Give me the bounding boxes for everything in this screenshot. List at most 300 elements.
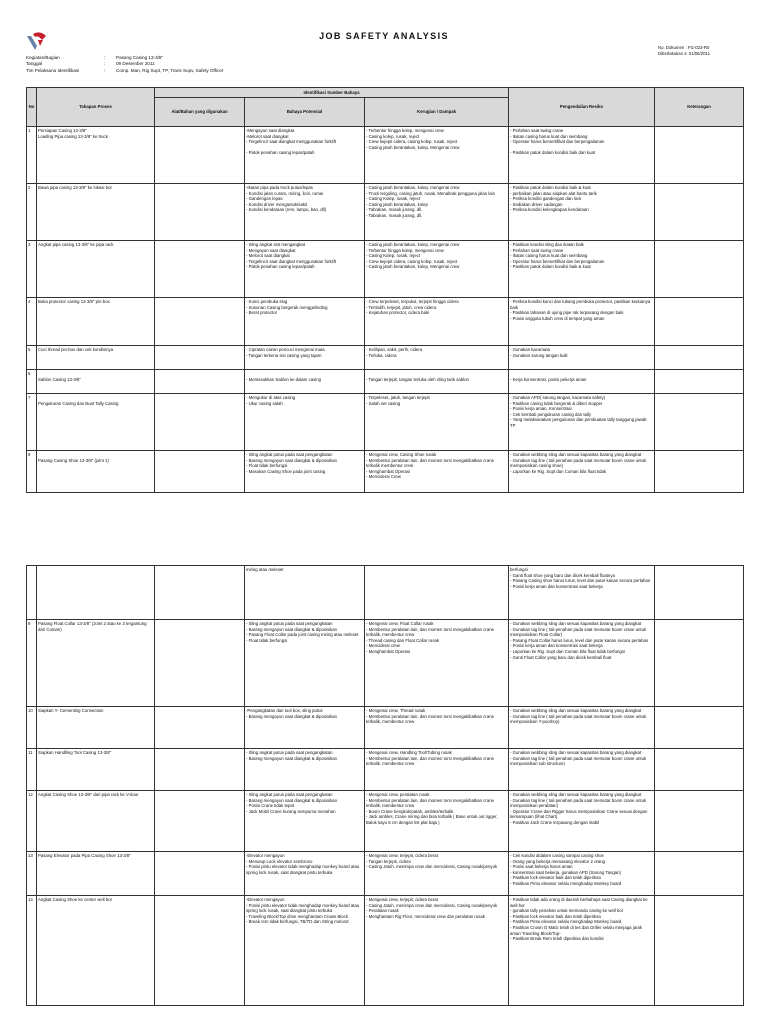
cell-text: - Gunakan APD( sarung tangan, kacamata safety) xyxy=(510,395,606,400)
cell-text: - Posisi kerja aman dan konsentrasi saat bekerja xyxy=(510,583,603,589)
cell-text: Angkat pipa casing 13-3/8" ke pipa rack xyxy=(38,242,114,247)
cell-text: 7 xyxy=(28,395,31,400)
cell-text: - konsentrasi saat bekerja, gunakan APD (Sarung Tangan) xyxy=(510,869,621,875)
cell-text: -Elevator mengayun xyxy=(246,897,285,902)
pengendalian-cell xyxy=(509,620,655,707)
table-row xyxy=(27,896,744,1006)
cell-text: - Jack ambles, Crane miring dan bisa terbalik ( Base untuk out rigger, Balok kayu 5 cm dengan list plat baja ) xyxy=(366,814,498,825)
effective-date: Diberlakukan s: 01/06/2011 xyxy=(658,51,710,57)
cell-text: - Yang melaksanakan pengukuran dan pembuatan tally tanggung jawab TP xyxy=(510,417,647,428)
cell-text: - Menciderai crew xyxy=(366,643,400,649)
bahaya-cell xyxy=(245,346,365,370)
cell-text: - Membentur peralatan lain, dan momen torsi mengakibatkan crane terbalik, membentur crew xyxy=(366,797,495,809)
row-number xyxy=(27,620,37,707)
pengendalian-cell xyxy=(509,184,655,241)
cell-text: - Mengenai crew, peralatan rusak xyxy=(366,792,430,797)
cell-text: - Perlahan saat swing crane xyxy=(510,128,564,133)
tahapan-cell xyxy=(37,791,155,852)
keterangan-cell xyxy=(655,620,744,707)
cell-text xyxy=(28,567,35,573)
pengendalian-cell xyxy=(509,852,655,896)
cell-text: 10 xyxy=(28,708,33,713)
bahaya-cell xyxy=(245,896,365,1006)
meta-label: Tim Pelaksana Identifikasi xyxy=(26,67,80,73)
row-number xyxy=(27,184,37,241)
cell-text: - Tergelincir saat diangkat menggunakan forklift xyxy=(246,258,336,264)
cell-text: Loading Pipa casing 13-3/8" ke truck xyxy=(38,133,108,139)
table-row xyxy=(27,346,744,370)
jsa-table xyxy=(26,87,744,493)
cell-text: - Pasang Float Collar pada joint casing miring atau meleset xyxy=(246,632,359,638)
kerugian-cell xyxy=(365,346,509,370)
keterangan-cell xyxy=(655,184,744,241)
cell-text: - Ganti Float Collar yang baru dan dicek kembali float xyxy=(510,654,612,660)
cell-text: - Posisi pintu elevator tidak menghadap monkey board atau spring lock rusak, saat diangkat pintu terbuka xyxy=(246,864,360,875)
cell-text: Angkat Casing Shoe 13-3/8" dari pipa rack ke V-door xyxy=(38,792,139,797)
tahapan-cell xyxy=(37,370,155,394)
kerugian-cell xyxy=(365,127,509,184)
bahaya-cell xyxy=(245,620,365,707)
row-number xyxy=(27,370,37,394)
cell-text: - Pastikan patok dalam kondisi baik dan kuat xyxy=(510,150,596,156)
table-row xyxy=(27,707,744,749)
cell-text: Pasang Elevator pada Pipa Casing Shoe 13-3/8" xyxy=(38,853,131,858)
kerugian-cell xyxy=(365,184,509,241)
cell-text: Bawa pipa casing 13-3/8" ke lokasi bor xyxy=(38,185,112,190)
keterangan-cell xyxy=(655,791,744,852)
cell-text: - Pastikan tidak ada orang di daerah berbahaya saat Casing diangkat ke well bor xyxy=(510,897,648,908)
cell-text: - Casing Kolep, rusak, reject xyxy=(366,196,420,202)
kerugian-cell xyxy=(365,896,509,1006)
keterangan-cell xyxy=(655,749,744,791)
kerugian-cell xyxy=(365,749,509,791)
table-row xyxy=(27,451,744,493)
cell-text: - Memasukkan Sablon ke dalam casing xyxy=(246,376,321,382)
table-row xyxy=(27,370,744,394)
cell-text: - Operator Crane dan Rigger harus memposisikan Crane sesuai dengan kemampuan (lihat Chart) xyxy=(510,808,648,820)
header-kerugian: Kerugian / Dampak xyxy=(365,98,509,127)
cell-text: - Kejatuhan protector, cidera baki xyxy=(366,310,430,316)
pengendalian-cell xyxy=(509,791,655,852)
cell-text: - Sling angkat putus pada saat pengangkatan xyxy=(246,452,333,457)
cell-text: - Terluka, cidera xyxy=(366,352,397,358)
tahapan-cell xyxy=(37,127,155,184)
row-number xyxy=(27,346,37,370)
cell-text: - Periksa kondisi kunci dan lubang pembuka protector, pastikan keduanya baik xyxy=(510,299,651,310)
bahaya-cell xyxy=(245,370,365,394)
cell-text: - Tergelincir saat diangkat menggunakan forklift xyxy=(246,139,336,145)
cell-text: 3 xyxy=(28,242,31,247)
alat-cell xyxy=(155,896,245,1006)
cell-text: Cuci thread pin-box dan cek kondisinya xyxy=(38,347,114,352)
table-body xyxy=(27,127,744,493)
bahaya-cell xyxy=(245,184,365,241)
bahaya-cell xyxy=(245,852,365,896)
cell-text: - Menghambat Operasi xyxy=(366,648,410,654)
cell-text: - perbaikan jalan atau siapkan alat bantu tarik xyxy=(510,190,597,196)
pengendalian-cell xyxy=(509,370,655,394)
cell-text: - Gunakan webbing sling dan sesuai kapasitas barang yang diangkat xyxy=(510,792,642,797)
cell-text: - Mengenai crew, terjepit, cidera berat xyxy=(366,897,438,902)
cell-text: - Kunci pembuka slog xyxy=(246,299,288,304)
cell-text: -Pengangkatan dari tool box, sling putus xyxy=(246,708,323,713)
cell-text: - Berat protector xyxy=(246,310,278,316)
cell-text: - Casing Jatuh, menimpa crew dan menciderai, Casing rusak/penyok xyxy=(366,902,498,908)
cell-text: -Elevator mengayun xyxy=(246,853,285,858)
alat-cell xyxy=(155,370,245,394)
row-number xyxy=(27,241,37,298)
cell-text: - Gunakan tag line ( tali penahan pada saat memutar boom crane untuk memposisikan casing shoe) xyxy=(510,457,647,469)
cell-text: - Ganti float shoe yang baru dan dicek kembali floatnya xyxy=(510,572,615,578)
cell-text: - Posisi pintu elevator tidak menghadap monkey board atau spring lock rusak, saat diangkat pintu terbuka xyxy=(246,902,360,914)
cell-text: - Pastikan Crown O Matic telah di tes dan Driller selalu menjaga jarak aman Traveling Block/Top- xyxy=(510,924,643,936)
cell-text: 1 xyxy=(28,128,31,133)
cell-text: - Mengenai crew, Handling Tool/Tubing rusak xyxy=(366,750,452,755)
kerugian-cell xyxy=(365,241,509,298)
cell-text: - Operator harus bersertifikat dan berpengalaman xyxy=(510,139,605,145)
keterangan-cell xyxy=(655,127,744,184)
keterangan-cell xyxy=(655,852,744,896)
cell-text: - Traveling Block/Top drive menghantam Crown Block xyxy=(246,913,348,919)
cell-text: Siapkan Y- Cementing Connection xyxy=(38,708,104,713)
cell-text: - Pasang Float Collar harus lurus, level dan putar kanan secara perlahan xyxy=(510,637,649,643)
cell-text: - Melorot saat diangkat xyxy=(246,253,290,259)
cell-text: - Perlahan saat swing crane xyxy=(510,247,564,253)
cell-text: - Gunakan webbing sling dan sesuai kapasitas barang yang diangkat xyxy=(510,708,642,713)
cell-text: - Menghambat Operasi xyxy=(366,468,410,474)
document-title: JOB SAFETY ANALYSIS xyxy=(319,31,449,41)
cell-text: - Cek kembali pengukuran casing dan tally xyxy=(510,411,591,417)
cell-text: - Operator harus bersertifikat dan berpengalaman xyxy=(510,258,605,264)
cell-text: - Break rem tidak berfungsi, TB/TD dan String melorot xyxy=(246,919,349,925)
tahapan-cell xyxy=(37,394,155,451)
table-row xyxy=(27,749,744,791)
kerugian-cell xyxy=(365,298,509,346)
cell-text: - Sling angkat putus pada saat pengangkatan xyxy=(246,750,333,755)
keterangan-cell xyxy=(655,451,744,493)
cell-text: - Gunakan webbing sling dan sesuai kapasitas barang yang diangkat xyxy=(510,452,642,457)
row-number xyxy=(27,852,37,896)
tahapan-cell xyxy=(37,184,155,241)
cell-text: -Ikatan pipa pada truck putus/lepas xyxy=(246,185,313,190)
tahapan-cell xyxy=(37,451,155,493)
cell-text: - Mengenai crew, Casing Shoe rusak xyxy=(366,452,437,457)
cell-text: - Casing jatuh berantakan, kolep xyxy=(366,201,428,207)
cell-text: - Tabrakan, masuk jurang, dll. xyxy=(366,207,423,213)
pengendalian-cell xyxy=(509,127,655,184)
alat-cell xyxy=(155,241,245,298)
cell-text: - Menghantam Rig Floor, menciderai crew dan peralatan rusak xyxy=(366,913,485,919)
meta-value: 09 Desember 2011 xyxy=(116,61,155,67)
cell-text: - Posisi anggota tubuh crew di tempat yang aman xyxy=(510,315,605,321)
cell-text: - Casing jatuh berantakan, kolep, Mengenai crew xyxy=(366,144,460,150)
row-number xyxy=(27,707,37,749)
cell-text: - Kondisi kendaraan (rem, lampu, ban, dll) xyxy=(246,207,327,213)
tahapan-cell xyxy=(37,896,155,1006)
row-number xyxy=(27,749,37,791)
cell-text: - Gunakan tag line ( tali penahan pada saat memutar boom crane untuk memposisikan Y-poorboy) xyxy=(510,713,647,725)
cell-text: - Posisi kerja aman dan konsentrasi saat bekerja xyxy=(510,643,603,649)
row-number xyxy=(27,791,37,852)
jsa-table-continued xyxy=(26,565,744,1006)
bahaya-cell xyxy=(245,749,365,791)
cell-text: - Ukur casing salah xyxy=(246,400,283,406)
bahaya-cell xyxy=(245,707,365,749)
kerugian-cell xyxy=(365,791,509,852)
cell-text: - Thread casing dan Float Collar rusak xyxy=(366,637,440,643)
kerugian-cell xyxy=(365,394,509,451)
kerugian-cell xyxy=(365,707,509,749)
cell-text: - Casing jatuh berantakan, kolep, Mengenai crew xyxy=(366,264,460,270)
header-identifikasi: Identifikasi Sumber Bahaya xyxy=(155,88,509,98)
cell-text: miring atau meleset xyxy=(246,567,284,572)
cell-text: Pasang Float Collar 13-3/8" (Joint 2 atau ke 3 tergantung dari Coman) xyxy=(38,621,147,632)
cell-text: - Pastikan Break Rem telah diperiksa dan kondisi xyxy=(510,936,604,942)
cell-text: - Masukan Casing Shoe pada joint casing xyxy=(246,468,326,474)
cell-text: 11 xyxy=(28,750,33,755)
cell-text: - Gunakan tag line ( tali penahan pada saat memutar boom crane untuk memposisikan Float Collar) xyxy=(510,626,647,638)
cell-text: - Kelilipan, sakit, perih, cidera xyxy=(366,347,423,352)
pengendalian-cell xyxy=(509,749,655,791)
cell-text: - Barang mengayun saat diangkat & diposisikan xyxy=(246,755,338,761)
cell-text: - Kerja konsentrasi, posisi pekerja aman xyxy=(510,376,587,382)
cell-text: 5 xyxy=(28,347,31,352)
table-row xyxy=(27,298,744,346)
kerugian-cell xyxy=(365,370,509,394)
cell-text: 9 xyxy=(28,621,31,626)
cell-text: berfungsi xyxy=(510,567,528,572)
bahaya-cell xyxy=(245,451,365,493)
tahapan-cell xyxy=(37,298,155,346)
cell-text: - Pastikan patok dalam kondisi baik & kuat xyxy=(510,264,591,270)
cell-text: - Casing kolep, rusak, reject xyxy=(366,133,420,139)
cell-text: - Crew kejepit cidera, casing kolep, rusak, reject xyxy=(366,139,458,145)
table-row xyxy=(27,394,744,451)
cell-text: - Posisi saat bekerja harus aman xyxy=(510,864,573,870)
cell-text: - Casing jatuh berantakan, kolep, mengenai crew xyxy=(366,185,460,190)
cell-text: Buka protector casing 13-3/8" pin-box xyxy=(38,299,110,304)
alat-cell xyxy=(155,298,245,346)
cell-text: - Barang mengayun saat diangkat & diposisikan xyxy=(246,626,338,632)
document-number-block xyxy=(658,45,710,57)
cell-text: - Pastikan patok dalam kondisi baik & kuat xyxy=(510,185,591,190)
cell-text: 4 xyxy=(28,299,31,304)
cell-text: - Truck terguling, casing jatuh, rusak, Menabrak pengguna jalan lain xyxy=(366,190,495,196)
cell-text: Pengukuran Casing dan Buat Tally Casing xyxy=(38,400,119,406)
page-2 xyxy=(0,565,768,1024)
keterangan-cell xyxy=(655,896,744,1006)
cell-text: - Kondisi jalan curam, miring, licin, rumai xyxy=(246,190,324,196)
cell-text: - Mengenai crew, Float Collar rusak xyxy=(366,621,434,626)
cell-text: - Peralatan rusak xyxy=(366,908,399,914)
keterangan-cell xyxy=(655,346,744,370)
tahapan-cell xyxy=(37,749,155,791)
pengendalian-cell xyxy=(509,394,655,451)
cell-text: - Periksa kondisi gandengan dan lock xyxy=(510,196,582,202)
row-number xyxy=(27,451,37,493)
row-number xyxy=(27,394,37,451)
kerugian-cell xyxy=(365,451,509,493)
cell-text: - Orang yang bekerja memasang elevator 2 orang xyxy=(510,858,606,864)
cell-text: 13 xyxy=(28,853,33,858)
cell-text: - Cipratan cairan pencuci mengenai mata xyxy=(246,347,325,352)
meta-value: Comp. Man, Rig Supt, TP, Trans Supv, Safety Officer xyxy=(116,67,224,73)
keterangan-cell xyxy=(655,394,744,451)
cell-text: - Pastikan tahanan di ujung pipe rak terpasang dengan baik xyxy=(510,310,624,316)
pengendalian-cell xyxy=(509,346,655,370)
cell-text: - Terbentur hingga kolep, mengenai crew xyxy=(366,128,444,133)
table-row xyxy=(27,852,744,896)
header-alat: Alat/Bahan yang digunakan xyxy=(155,98,245,127)
cell-text: - Sling angkat putus pada saat pengangkatan xyxy=(246,792,333,797)
cell-text: - Crew terpeleset, terpukul, terjepit hingga cidera xyxy=(366,299,459,304)
cell-text: - Pastikan Pintu elevator selalu menghadap Monkey board xyxy=(510,880,622,886)
cell-text: - Posisi Crane tidak tepat xyxy=(246,803,295,809)
cell-text: - Gunakan tag line ( tali penahan pada saat memutar boom crane untuk memposisikan peralatan) xyxy=(510,797,647,809)
meta-label: Tanggal xyxy=(26,61,43,67)
document-meta xyxy=(26,55,223,74)
tahapan-cell xyxy=(37,852,155,896)
cell-text: - Float tidak berfungsi xyxy=(246,637,288,643)
alat-cell xyxy=(155,394,245,451)
keterangan-cell xyxy=(655,298,744,346)
cell-text: -Mengayun saat diangkat xyxy=(246,128,295,133)
header-bahaya: Bahaya Potensial xyxy=(245,98,365,127)
alat-cell xyxy=(155,620,245,707)
bahaya-cell xyxy=(245,394,365,451)
cell-text: - Gunakan sarung tangan kulit xyxy=(510,352,568,358)
cell-text: - Gunakan tag line ( tali penahan pada saat memutar boom crane untuk memposisikan sub structure) xyxy=(510,755,647,767)
row-number xyxy=(27,127,37,184)
cell-text: - Membentur peralatan lain, dan momen torsi mengakibatkan crane terbalik, membentur crew xyxy=(366,755,495,767)
tahapan-cell xyxy=(37,346,155,370)
cell-text: - Pastikan kondisi sling dan ikatan baik xyxy=(510,242,584,247)
bahaya-cell xyxy=(245,241,365,298)
meta-value: Pasang Casing 13-3/8" xyxy=(116,55,164,60)
cell-text: - Pastikan Jack Crane terpasang dengan stabil xyxy=(510,819,600,825)
cell-text: - Pasang Casing shoe harus lurus, level dan putar kanan secara perlahan xyxy=(510,578,651,584)
cell-text: - Salah set casing xyxy=(366,400,401,406)
cell-text: Angkat Casing Shoe ke center well bor xyxy=(38,897,113,902)
document-number: No. Dokumen : FG-023-R0 xyxy=(658,45,710,50)
alat-cell xyxy=(155,707,245,749)
bahaya-cell xyxy=(245,566,365,620)
pengendalian-cell xyxy=(509,241,655,298)
pengendalian-cell xyxy=(509,451,655,493)
cell-text: - Casing Jatuh, menimpa crew dan menciderai, Casing rusak/penyok xyxy=(366,864,498,870)
table-row xyxy=(27,184,744,241)
alat-cell xyxy=(155,749,245,791)
cell-text: - Laporkan ke Rig. Supt dan Coman bila float tidak xyxy=(510,468,607,474)
keterangan-cell xyxy=(655,370,744,394)
cell-text: - gunakan tally penahan untuk memandu casing ke well bor xyxy=(510,908,624,914)
cell-text: - Jack Mobil Crane kurang sempurna menahan xyxy=(246,808,336,814)
alat-cell xyxy=(155,184,245,241)
meta-row: Tanggal : 09 Desember 2011 xyxy=(26,61,155,67)
pengendalian-cell xyxy=(509,707,655,749)
tahapan-cell xyxy=(37,241,155,298)
row-number xyxy=(27,896,37,1006)
keterangan-cell xyxy=(655,707,744,749)
cell-text: - Terpeleset, jatuh, tangan terjepit xyxy=(366,395,430,400)
header-pengendalian: Pengendalian Resiko xyxy=(509,88,655,127)
meta-label: Kegiatan/Bagian xyxy=(26,55,60,60)
header-keterangan: Keterangan xyxy=(655,88,744,127)
cell-text: - Boom Crane bengkok/patah, ambles/terbalik xyxy=(366,808,454,814)
cell-text: 6 xyxy=(28,371,31,376)
pengendalian-cell xyxy=(509,566,655,620)
cell-text: - Float tidak berfungsi xyxy=(246,463,288,469)
row-number xyxy=(27,298,37,346)
cell-text: - Sling angkat slot mengangkat xyxy=(246,242,305,247)
cell-text: - Tabrakan, masuk jurang, dll. xyxy=(366,212,423,218)
kerugian-cell xyxy=(365,566,509,620)
cell-text: - Casing Kolep, rusak, reject xyxy=(366,253,420,259)
meta-row: Tim Pelaksana Identifikasi : Comp. Man, Rig Supt, TP, Trans Supv, Safety Officer xyxy=(26,67,224,73)
cell-text: Siapkan Handlling Tool Casing 13-3/8" xyxy=(38,750,112,755)
cell-text: - Mengukur di atas casing xyxy=(246,395,296,400)
cell-text: - Tangan terkena sisi casing yang tajam xyxy=(246,352,322,358)
alat-cell xyxy=(155,451,245,493)
alat-cell xyxy=(155,852,245,896)
cell-text: - Mengenai crew, terjepit, cidera berat xyxy=(366,853,438,858)
cell-text: - Casing jatuh berantakan, kolep, mengenai crew xyxy=(366,242,460,247)
cell-text: - Pastikan casing tidak bergerak & diberi stopper xyxy=(510,400,603,406)
cell-text: - Posisi kerja aman, Konsentrasi xyxy=(510,406,572,412)
cell-text: - Barang mengayun saat diangkat & diposisikan xyxy=(246,713,338,719)
cell-text: - Tangan terjepit, cidera xyxy=(366,858,411,864)
cell-text: - Patok penahan casing lepas/patah xyxy=(246,150,315,156)
table-row xyxy=(27,241,744,298)
cell-text: 8 xyxy=(28,452,31,457)
keterangan-cell xyxy=(655,241,744,298)
table-row xyxy=(27,566,744,620)
kerugian-cell xyxy=(365,620,509,707)
cell-text: - Mengenai crew, Thread rusak xyxy=(366,708,426,713)
cell-text: - Ikatan casing harus kuat dan seimbang xyxy=(510,133,588,139)
bahaya-cell xyxy=(245,127,365,184)
cell-text: - Cek kondisi didalam casing sampai casing shoe xyxy=(510,853,604,858)
cell-text: - Barang mengayun saat diangkat & diposisikan xyxy=(246,797,338,803)
cell-text: Persiapan Casing 13-3/8" xyxy=(38,128,87,133)
cell-text: 14 xyxy=(28,897,33,902)
cell-text: - Membentur peralatan lain, dan momen torsi mengakibatkan crane terbalik, membentur crew xyxy=(366,713,495,725)
tahapan-cell xyxy=(37,707,155,749)
tahapan-cell xyxy=(37,566,155,620)
bahaya-cell xyxy=(245,791,365,852)
meta-row: Kegiatan/Bagian : Pasang Casing 13-3/8" xyxy=(26,55,164,60)
cell-text: - Menciderai Crew xyxy=(366,474,401,480)
cell-text: - Barang mengayun saat diangkat & diposisikan xyxy=(246,457,338,463)
cell-text: - Pastikan lock elevator baik dan telah diperiksa xyxy=(510,913,601,919)
table-row xyxy=(27,620,744,707)
cell-text: - Tertindih, terjepit, jatuh, crew cidera xyxy=(366,304,437,310)
cell-text: - Pastikan lock elevator baik dan telah diperiksa xyxy=(510,875,601,881)
table-row xyxy=(27,127,744,184)
row-number xyxy=(27,566,37,620)
cell-text: - Gunakan webbing sling dan sesuai kapasitas barang yang diangkat xyxy=(510,621,642,626)
tahapan-cell xyxy=(37,620,155,707)
keterangan-cell xyxy=(655,566,744,620)
cell-text: - Membentur peralatan lain, dan momen torsi mengakibatkan crane terbalik membentur crew xyxy=(366,457,495,469)
cell-text: - Pastikan Pintu elevator selalu menghadap Monkey board xyxy=(510,919,622,925)
cell-text: -Melorot saat diangkat xyxy=(246,133,289,139)
pengendalian-cell xyxy=(509,298,655,346)
cell-text: - Susunan Casing bergerak menggelinding xyxy=(246,304,328,310)
cell-text: - Terbentur hingga kolep, mengenai crew xyxy=(366,247,444,253)
cell-text: 2 xyxy=(28,185,31,190)
cell-text: - Patok penahan casing lepas/patah xyxy=(246,264,315,270)
